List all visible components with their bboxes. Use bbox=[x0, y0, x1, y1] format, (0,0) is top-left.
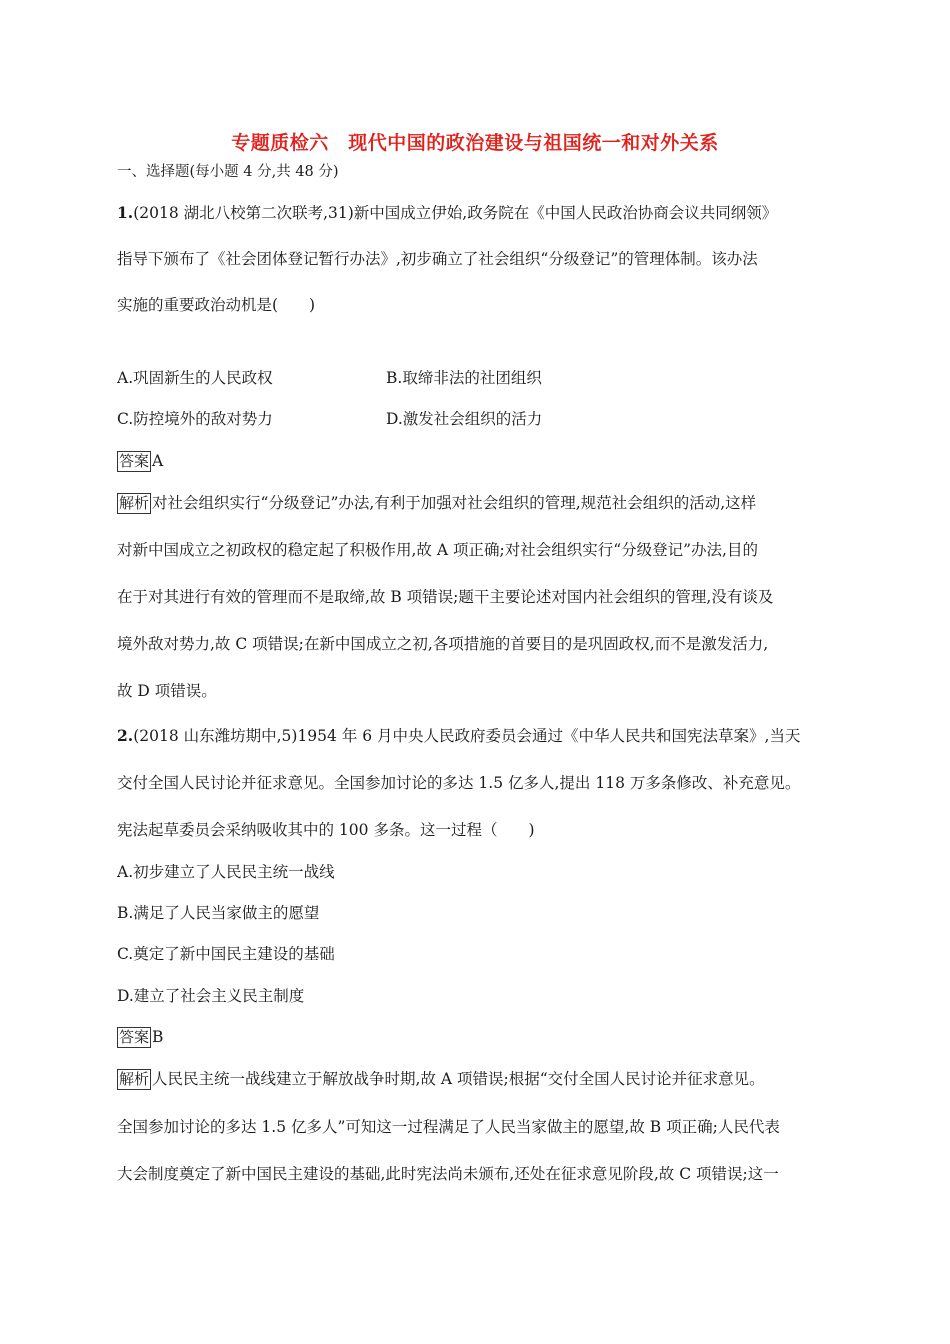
answer-tag: 答案 bbox=[119, 1028, 150, 1046]
q2-option-d: D.建立了社会主义民主制度 bbox=[117, 987, 305, 1005]
q1-analysis-line-5: 故 D 项错误。 bbox=[117, 682, 217, 700]
q1-line-1: 1.(2018 湖北八校第二次联考,31)新中国成立伊始,政务院在《中国人民政治协商会议共同纲领》 bbox=[117, 203, 778, 222]
q2-answer bbox=[117, 1026, 163, 1048]
q2-line-3: 宪法起草委员会采纳吸收其中的 100 多条。这一过程（ ) bbox=[117, 821, 535, 839]
q2-analysis-line-1: 解析 人民民主统一战线建立于解放战争时期,故 A 项错误;根据“交付全国人民讨论并征求意见。 bbox=[119, 1070, 765, 1088]
answer-tag: 答案 bbox=[119, 452, 150, 470]
q1-number: 1. bbox=[117, 203, 134, 222]
q2-analysis-line-2: 全国参加讨论的多达 1.5 亿多人”可知这一过程满足了人民当家做主的愿望,故 B 项正确;人民代表 bbox=[117, 1118, 780, 1136]
q1-option-d: D.激发社会组织的活力 bbox=[386, 410, 543, 428]
q1-option-b: B.取缔非法的社团组织 bbox=[386, 369, 542, 387]
q1-option-c: C.防控境外的敌对势力 bbox=[117, 410, 273, 428]
q1-line-2: 指导下颁布了《社会团体登记暂行办法》,初步确立了社会组织“分级登记”的管理体制。该办法 bbox=[117, 250, 758, 268]
q2-number: 2. bbox=[117, 726, 134, 745]
answer-value: A bbox=[152, 452, 164, 470]
q1-analysis-line-1: 解析 对社会组织实行“分级登记”办法,有利于加强对社会组织的管理,规范社会组织的活动,这样 bbox=[119, 494, 757, 512]
q1-analysis-line-4: 境外敌对势力,故 C 项错误;在新中国成立之初,各项措施的首要目的是巩固政权,而不是激发活力, bbox=[117, 635, 769, 653]
q1-analysis-line-2: 对新中国成立之初政权的稳定起了积极作用,故 A 项正确;对社会组织实行“分级登记”办法,目的 bbox=[117, 541, 758, 559]
q2-option-a: A.初步建立了人民民主统一战线 bbox=[117, 863, 335, 881]
q2-option-b: B.满足了人民当家做主的愿望 bbox=[117, 904, 320, 922]
section-heading: 一、选择题(每小题 4 分,共 48 分) bbox=[117, 164, 339, 180]
q1-option-a: A.巩固新生的人民政权 bbox=[117, 369, 273, 387]
q1-analysis-line-3: 在于对其进行有效的管理而不是取缔,故 B 项错误;题干主要论述对国内社会组织的管理,没有谈及 bbox=[117, 588, 774, 606]
q2-option-c: C.奠定了新中国民主建设的基础 bbox=[117, 945, 335, 963]
analysis-tag: 解析 bbox=[119, 494, 150, 512]
q2-analysis-line-3: 大会制度奠定了新中国民主建设的基础,此时宪法尚未颁布,还处在征求意见阶段,故 C 项错误;这一 bbox=[117, 1165, 779, 1183]
q2-line-1: 2.(2018 山东潍坊期中,5)1954 年 6 月中央人民政府委员会通过《中华人民共和国宪法草案》,当天 bbox=[117, 726, 801, 745]
q1-line-3: 实施的重要政治动机是( ) bbox=[117, 296, 316, 314]
answer-value: B bbox=[152, 1028, 164, 1046]
q1-answer bbox=[117, 450, 163, 472]
q2-line-2: 交付全国人民讨论并征求意见。全国参加讨论的多达 1.5 亿多人,提出 118 万多条修改、补充意见。 bbox=[117, 774, 801, 792]
document-title: 专题质检六 现代中国的政治建设与祖国统一和对外关系 bbox=[231, 132, 719, 154]
analysis-tag: 解析 bbox=[119, 1070, 150, 1088]
